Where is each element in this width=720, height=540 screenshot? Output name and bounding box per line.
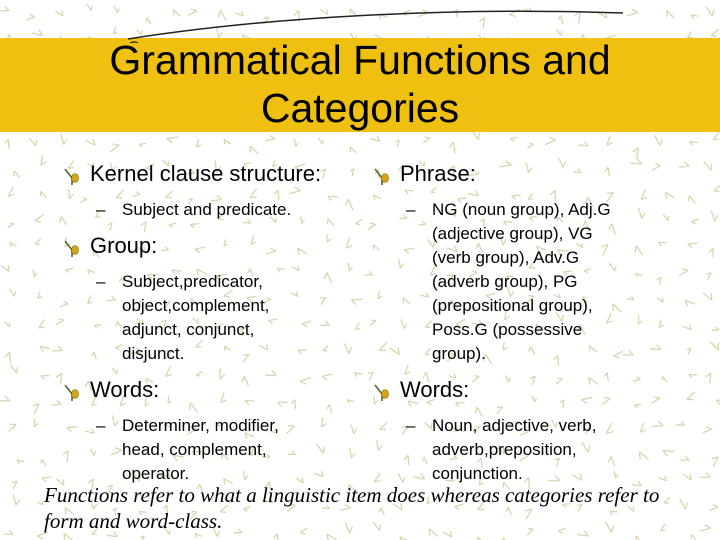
dash-marker: – xyxy=(96,416,106,435)
twig-pattern-mark xyxy=(691,219,699,224)
title-line-2: Categories xyxy=(260,85,460,131)
twig-pattern-mark xyxy=(224,139,231,144)
tulip-bullet-icon xyxy=(62,238,82,258)
sub-bullet-text: NG (noun group), Adj.G (adjective group), VG (verb group), Adv.G (adverb group), PG (prepositional group), Poss.G (possessive group). xyxy=(432,200,611,363)
twig-pattern-mark xyxy=(5,352,10,363)
twig-pattern-mark xyxy=(33,270,37,277)
dash-marker: – xyxy=(406,200,416,219)
twig-pattern-mark xyxy=(5,321,10,327)
twig-pattern-mark xyxy=(42,477,51,481)
twig-pattern-mark xyxy=(449,142,455,154)
bullet-group xyxy=(62,232,362,260)
twig-pattern-mark xyxy=(683,325,691,330)
slide-title xyxy=(0,36,720,132)
bullet-label: Phrase: xyxy=(400,161,476,186)
twig-pattern-mark xyxy=(712,327,719,331)
sub-bullet-text: Subject,predicator, object,complement, adjunct, conjunct, disjunct. xyxy=(122,272,270,363)
twig-pattern-mark xyxy=(527,143,534,148)
sub-bullet-text: Determiner, modifier, head, complement, operator. xyxy=(122,416,279,483)
twig-pattern-mark xyxy=(709,248,713,257)
twig-pattern-mark xyxy=(37,501,44,505)
twig-pattern-mark xyxy=(687,392,695,400)
twig-pattern-mark xyxy=(38,291,42,298)
twig-pattern-mark xyxy=(265,136,275,141)
twig-pattern-mark xyxy=(713,132,719,139)
tulip-bullet-icon xyxy=(372,382,392,402)
sub-bullet-text: Subject and predicate. xyxy=(122,200,292,219)
twig-pattern-mark xyxy=(712,457,718,467)
twig-pattern-mark xyxy=(4,530,13,534)
twig-pattern-mark xyxy=(679,162,689,167)
bullet-words-left xyxy=(62,376,362,404)
twig-pattern-mark xyxy=(636,536,641,540)
bullet-label: Words: xyxy=(90,377,160,402)
twig-pattern-mark xyxy=(633,148,639,160)
footer-note: Functions refer to what a linguistic item does whereas categories refer to form and word-class. xyxy=(44,483,660,533)
twig-pattern-mark xyxy=(29,138,36,146)
twig-pattern-mark xyxy=(0,6,9,11)
twig-pattern-mark xyxy=(1,265,9,271)
twig-pattern-mark xyxy=(714,185,720,192)
tulip-bullet-icon xyxy=(62,166,82,186)
twig-pattern-mark xyxy=(87,4,92,10)
dash-marker: – xyxy=(96,272,106,291)
twig-pattern-mark xyxy=(688,195,695,203)
bullet-label: Words: xyxy=(400,377,470,402)
twig-pattern-mark xyxy=(579,142,588,146)
twig-pattern-mark xyxy=(687,348,691,355)
twig-pattern-mark xyxy=(56,373,61,385)
twig-pattern-mark xyxy=(683,474,691,480)
dash-marker: – xyxy=(406,416,416,435)
twig-pattern-mark xyxy=(110,144,119,152)
twig-pattern-mark xyxy=(703,427,712,433)
tulip-bullet-icon xyxy=(62,382,82,402)
twig-pattern-mark xyxy=(13,494,20,505)
sub-bullet-group xyxy=(62,270,302,366)
twig-pattern-mark xyxy=(711,211,717,221)
twig-pattern-mark xyxy=(545,137,555,144)
twig-pattern-mark xyxy=(709,505,718,511)
twig-pattern-mark xyxy=(706,373,711,384)
twig-pattern-mark xyxy=(10,365,17,373)
left-column xyxy=(62,160,362,496)
right-column xyxy=(372,160,672,496)
twig-pattern-mark xyxy=(510,137,517,141)
twig-pattern-mark xyxy=(17,460,24,464)
twig-pattern-mark xyxy=(700,525,711,531)
twig-pattern-mark xyxy=(710,342,719,350)
sub-bullet-kernel-clause xyxy=(62,198,362,222)
bullet-label: Group: xyxy=(90,233,158,258)
twig-pattern-mark xyxy=(688,243,698,248)
twig-pattern-mark xyxy=(61,134,67,145)
twig-pattern-mark xyxy=(8,223,14,228)
twig-pattern-mark xyxy=(371,136,380,141)
twig-pattern-mark xyxy=(5,139,9,148)
twig-pattern-mark xyxy=(667,11,675,19)
twig-pattern-mark xyxy=(685,300,695,306)
twig-pattern-mark xyxy=(700,473,710,477)
twig-pattern-mark xyxy=(40,191,46,197)
twig-pattern-mark xyxy=(250,146,258,154)
twig-pattern-mark xyxy=(680,456,689,460)
twig-pattern-mark xyxy=(9,424,17,431)
twig-pattern-mark xyxy=(716,400,720,404)
twig-pattern-mark xyxy=(691,534,696,540)
bullet-kernel-clause xyxy=(62,160,362,188)
twig-pattern-mark xyxy=(55,10,63,15)
twig-pattern-mark xyxy=(85,139,95,145)
twig-pattern-mark xyxy=(679,269,688,276)
twig-pattern-mark xyxy=(655,135,662,145)
twig-pattern-mark xyxy=(140,536,144,540)
twig-pattern-mark xyxy=(8,187,14,196)
twig-pattern-mark xyxy=(395,140,399,147)
twig-pattern-mark xyxy=(676,422,684,426)
twig-pattern-mark xyxy=(10,243,17,247)
sub-bullet-text: Noun, adjective, verb, adverb,preposition, conjunction. xyxy=(432,416,597,483)
twig-pattern-mark xyxy=(35,239,41,244)
twig-pattern-mark xyxy=(12,481,17,489)
twig-pattern-mark xyxy=(707,273,712,280)
sub-bullet-words-right xyxy=(372,414,632,486)
sub-bullet-phrase xyxy=(372,198,632,366)
dash-marker: – xyxy=(96,200,106,219)
twig-pattern-mark xyxy=(52,400,62,405)
bullet-phrase xyxy=(372,160,672,188)
title-line-1: Grammatical Functions and xyxy=(109,37,611,83)
twig-pattern-mark xyxy=(607,135,613,145)
twig-pattern-mark xyxy=(703,293,712,300)
twig-pattern-mark xyxy=(0,396,10,401)
bullet-label: Kernel clause structure: xyxy=(90,161,322,186)
twig-pattern-mark xyxy=(167,137,179,143)
twig-pattern-mark xyxy=(197,139,201,147)
twig-pattern-mark xyxy=(39,320,45,328)
tulip-bullet-icon xyxy=(372,166,392,186)
twig-pattern-mark xyxy=(704,161,712,170)
twig-pattern-mark xyxy=(35,215,44,222)
twig-pattern-mark xyxy=(195,534,202,538)
twig-pattern-mark xyxy=(423,137,430,143)
twig-pattern-mark xyxy=(9,288,15,296)
twig-pattern-mark xyxy=(64,533,73,540)
twig-pattern-mark xyxy=(691,15,699,19)
twig-pattern-mark xyxy=(690,141,699,145)
bullet-words-right xyxy=(372,376,672,404)
twig-pattern-mark xyxy=(319,138,324,144)
twig-pattern-mark xyxy=(33,404,39,414)
twig-pattern-mark xyxy=(32,30,43,36)
twig-pattern-mark xyxy=(41,376,50,380)
twig-pattern-mark xyxy=(273,534,278,540)
twig-pattern-mark xyxy=(139,143,146,147)
twig-pattern-mark xyxy=(14,171,20,178)
twig-pattern-mark xyxy=(350,147,356,153)
twig-pattern-mark xyxy=(627,9,638,16)
twig-pattern-mark xyxy=(40,347,49,352)
sub-bullet-words-left xyxy=(62,414,312,486)
twig-pattern-mark xyxy=(34,419,38,427)
twig-pattern-mark xyxy=(26,14,35,20)
twig-pattern-mark xyxy=(41,155,46,166)
twig-pattern-mark xyxy=(689,374,697,378)
twig-pattern-mark xyxy=(41,459,46,465)
twig-pattern-mark xyxy=(327,534,337,540)
twig-pattern-mark xyxy=(706,7,714,17)
twig-pattern-mark xyxy=(294,138,298,146)
